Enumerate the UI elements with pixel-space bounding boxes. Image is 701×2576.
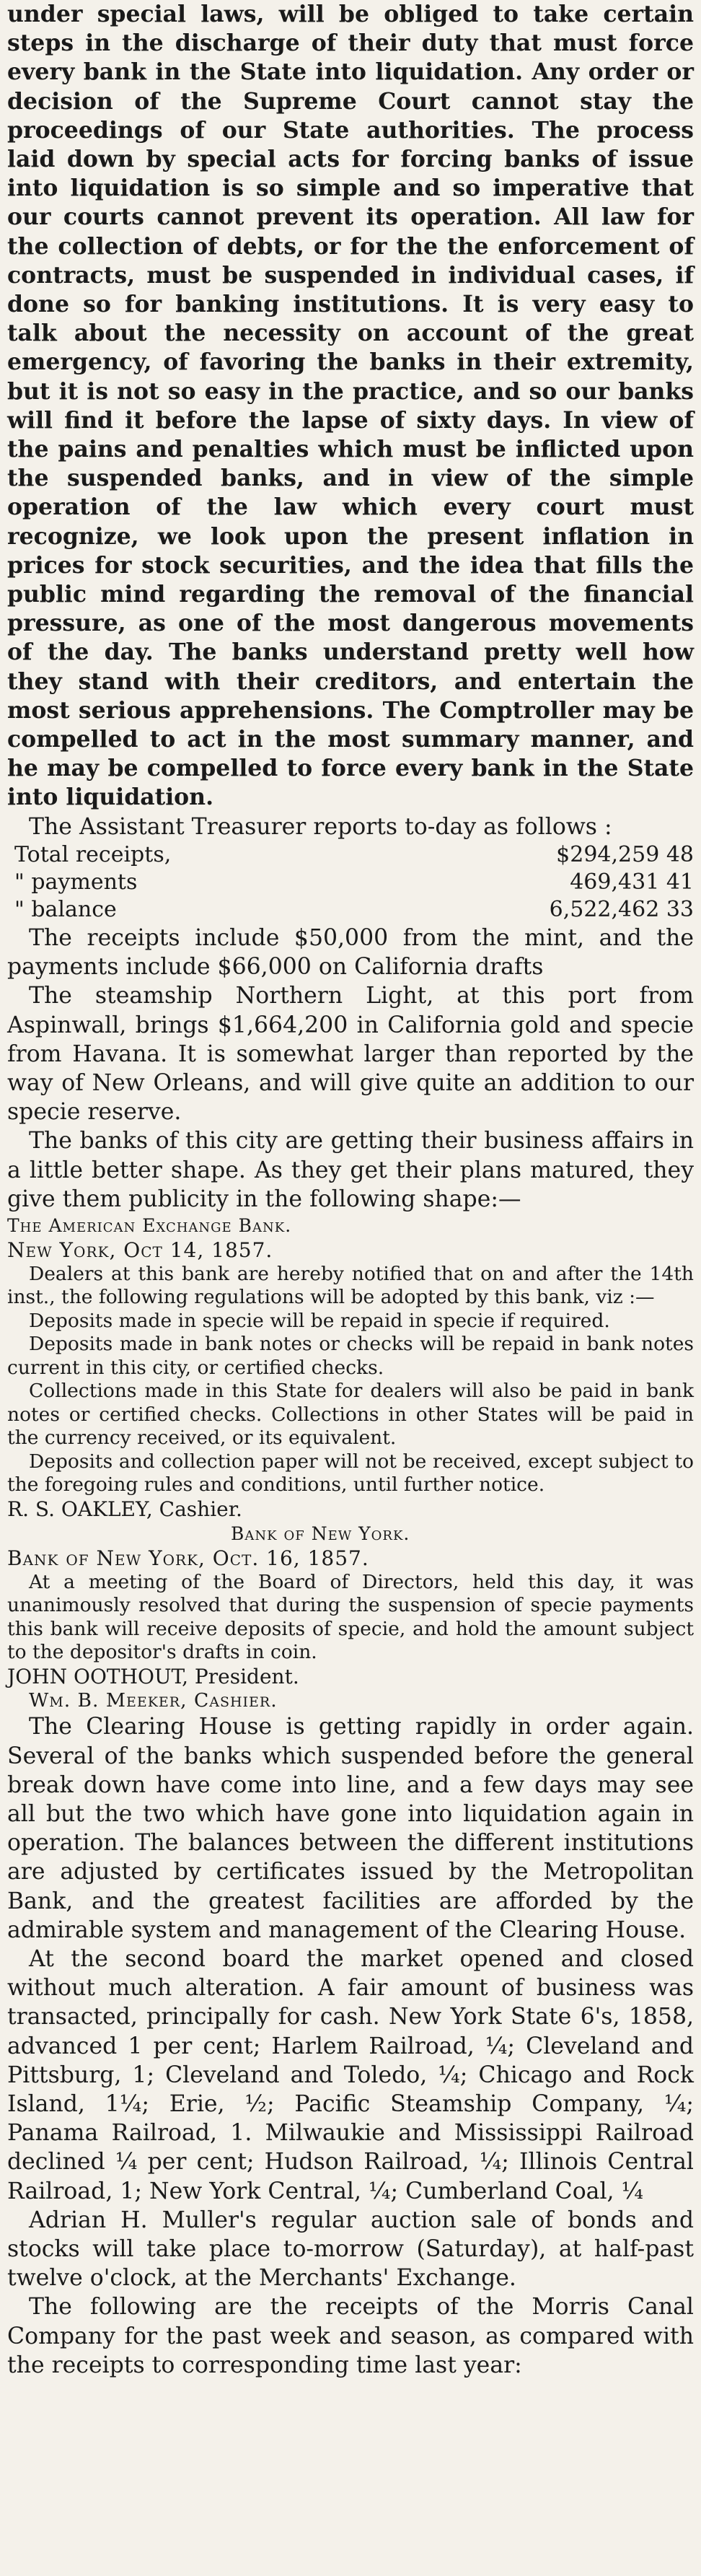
notice-heading: The American Exchange Bank. [7, 1214, 292, 1236]
notice-date: Bank of New York, Oct. 16, 1857. [7, 1546, 369, 1570]
notice-heading: Bank of New York. [231, 1523, 410, 1544]
row-value: 6,522,462 33 [549, 896, 694, 922]
american-exchange-notice [7, 1214, 694, 1522]
notice-paragraph: At a meeting of the Board of Directors, held this day, it was unanimously resolved that during the suspension of specie payments this bank will receive deposits of specie, and hold the amount subject to the depositor's drafts in coin. [7, 1570, 694, 1664]
morris-canal-paragraph: The following are the receipts of the Morris Canal Company for the past week and season, as compared with the receipts to corresponding time last year: [7, 2294, 694, 2378]
notice-date: New York, Oct 14, 1857. [7, 1237, 273, 1262]
bank-of-new-york-notice [7, 1522, 694, 1713]
row-value: $294,259 48 [556, 841, 694, 867]
notice-signature: R. S. OAKLEY, Cashier. [7, 1497, 242, 1521]
newspaper-column [7, 0, 694, 2380]
clearing-house-paragraph: The Clearing House is getting rapidly in order again. Several of the banks which suspended before the general break down have come into line, and a few days may see all but the two which have gone into liquidation again in operation. The balances between the different institutions are adjusted by certificates issued by the Metropolitan Bank, and the greatest facilities are afforded by the admirable system and management of the Clearing House. [7, 1714, 694, 1943]
row-label: Total receipts, [14, 841, 172, 867]
notice-paragraph: Collections made in this State for dealers will also be paid in bank notes or certified checks. Collections in other States will be paid in the currency received, or its equivalent. [7, 1380, 694, 1450]
banks-paragraph: The banks of this city are getting their business affairs in a little better shape. As they get their plans matured, they give them publicity in the following shape:— [7, 1128, 694, 1212]
notice-cashier: Wm. B. Meeker, Cashier. [29, 1688, 278, 1712]
table-row [7, 869, 694, 896]
row-label: " balance [14, 896, 117, 922]
article-paragraph-liquidation: under special laws, will be obliged to take certain steps in the discharge of their duty that must force every bank in the State into liquidation. Any order or decision of the Supreme Court cannot stay the proceedings of our State authorities. The process laid down by special acts for forcing banks of issue into liquidation is so simple and so imperative that our courts cannot prevent its operation. All law for the collection of debts, or for the the enforcement of contracts, must be suspended in individual cases, if done so for banking institutions. It is very easy to talk about the necessity on account of the great emergency, of favoring the banks in their extremity, but it is not so easy in the practice, and so our banks will find it before the lapse of sixty days. In view of the pains and penalties which must be inflicted upon the suspended banks, and in view of the simple operation of the law which every court must recognize, we look upon the present inflation in prices for stock securities, and the idea that fills the public mind regarding the removal of the financial pressure, as one of the most dangerous movements of the day. The banks understand pretty well how they stand with their creditors, and entertain the most serious apprehensions. The Comptroller may be compelled to act in the most summary manner, and he may be compelled to force every bank in the State into liquidation. [7, 1, 694, 811]
table-row [7, 896, 694, 924]
auction-paragraph: Adrian H. Muller's regular auction sale of bonds and stocks will take place to-morrow (Saturday), at half-past twelve o'clock, at the Merchants' Exchange. [7, 2207, 694, 2292]
row-label: " payments [14, 869, 138, 895]
treasury-table [7, 841, 694, 924]
notice-paragraph: Deposits made in bank notes or checks will be repaid in bank notes current in this city, or certified checks. [7, 1333, 694, 1379]
receipts-paragraph: The receipts include $50,000 from the mint, and the payments include $66,000 on California drafts [7, 924, 694, 981]
notice-president: JOHN OOTHOUT, President. [7, 1664, 299, 1688]
steamship-paragraph: The steamship Northern Light, at this port from Aspinwall, brings $1,664,200 in California gold and specie from Havana. It is somewhat larger than reported by the way of New Orleans, and will give quite an addition to our specie reserve. [7, 983, 694, 1126]
treasury-intro: The Assistant Treasurer reports to-day as follows : [29, 813, 612, 840]
notice-paragraph: Deposits and collection paper will not be received, except subject to the foregoing rules and conditions, until further notice. [7, 1450, 694, 1497]
notice-paragraph: Deposits made in specie will be repaid in specie if required. [29, 1309, 610, 1332]
table-row [7, 841, 694, 869]
second-board-paragraph: At the second board the market opened and closed without much alteration. A fair amount of business was transacted, principally for cash. New York State 6's, 1858, advanced 1 per cent; Harlem Railroad, ¼; Cleveland and Pittsburg, 1; Cleveland and Toledo, ¼; Chicago and Rock Island, 1¼; Erie, ½; Pacific Steamship Company, ¼; Panama Railroad, 1. Milwaukie and Mississippi Railroad declined ¼ per cent; Hudson Railroad, ¼; Illinois Central Railroad, 1; New York Central, ¼; Cumberland Coal, ¼ [7, 1946, 694, 2204]
notice-paragraph: Dealers at this bank are hereby notified that on and after the 14th inst., the following regulations will be adopted by this bank, viz :— [7, 1262, 694, 1309]
row-value: 469,431 41 [570, 869, 694, 895]
